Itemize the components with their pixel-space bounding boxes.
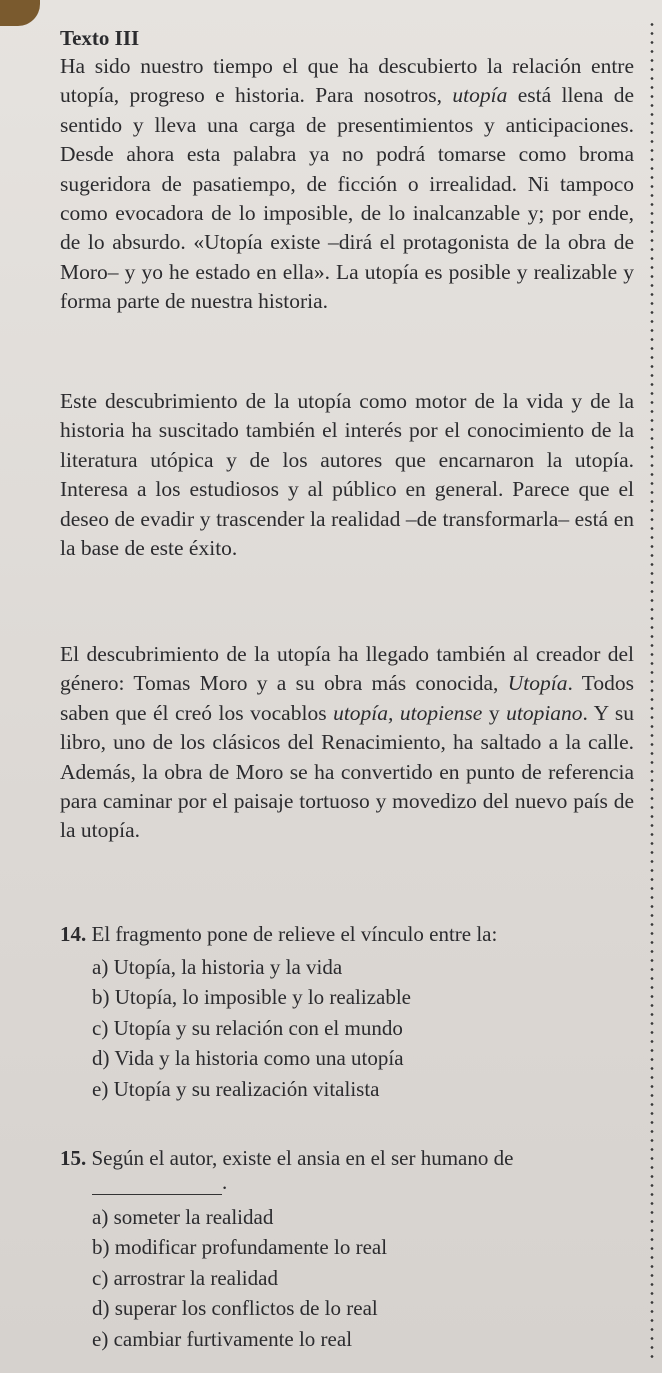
answer-blank bbox=[92, 1170, 227, 1195]
italic-term: Utopía bbox=[507, 671, 568, 696]
italic-term: utopiano bbox=[506, 700, 583, 725]
question-15 bbox=[60, 1144, 640, 1173]
option-b[interactable]: b) modificar profundamente lo real bbox=[92, 1235, 388, 1260]
paragraph-3: El descubrimiento de la utopía ha llegado también al creador del género: Tomas Moro y a su obra más conocida, Utopía. Todos saben que él creó los vocablos utopía, utopiense y utopiano. Y su libro, uno de los clásicos del Renacimiento, ha saltado a la calle. Además, la obra de Moro se ha convertido en punto de referencia para caminar por el paisaje tortuoso y movedizo del nuevo país de la utopía. bbox=[60, 642, 634, 843]
question-number: 15. bbox=[60, 1146, 87, 1170]
question-14-options bbox=[92, 952, 411, 1104]
paragraph-2: Este descubrimiento de la utopía como motor de la vida y de la historia ha suscitado también el interés por el conocimiento de la literatura utópica y de los autores que encarnaron la utopía. Interesa a los estudiosos y al público en general. Parece que el deseo de evadir y trascender la realidad –de transformarla– está en la base de este éxito. bbox=[60, 389, 634, 561]
question-stem: El fragmento pone de relieve el vínculo entre la: bbox=[91, 922, 498, 946]
option-a[interactable]: a) someter la realidad bbox=[92, 1205, 274, 1229]
page-corner-mark bbox=[0, 0, 40, 26]
binding-dots bbox=[650, 20, 654, 1363]
option-e[interactable]: e) Utopía y su realización vitalista bbox=[92, 1076, 380, 1101]
italic-term: utopía, utopiense bbox=[333, 700, 483, 725]
question-number: 14. bbox=[60, 922, 87, 946]
question-14 bbox=[60, 920, 640, 949]
option-a[interactable]: a) Utopía, la historia y la vida bbox=[92, 955, 343, 979]
option-b[interactable]: b) Utopía, lo imposible y lo realizable bbox=[92, 985, 411, 1010]
option-c[interactable]: c) arrostrar la realidad bbox=[92, 1265, 278, 1290]
question-stem: Según el autor, existe el ansia en el ser humano de bbox=[91, 1146, 514, 1170]
option-d[interactable]: d) superar los conflictos de lo real bbox=[92, 1296, 378, 1321]
text-title: Texto III bbox=[60, 26, 140, 50]
blank-period: . bbox=[222, 1170, 228, 1194]
blank-underline bbox=[92, 1174, 222, 1195]
option-c[interactable]: c) Utopía y su relación con el mundo bbox=[92, 1015, 403, 1040]
option-e[interactable]: e) cambiar furtivamente lo real bbox=[92, 1326, 353, 1351]
question-15-options bbox=[92, 1202, 387, 1354]
italic-term: utopía bbox=[452, 83, 508, 108]
option-d[interactable]: d) Vida y la historia como una utopía bbox=[92, 1046, 404, 1071]
paragraph-1: Ha sido nuestro tiempo el que ha descubierto la relación entre utopía, progreso e historia. Para nosotros, utopía está llena de sentido y lleva una carga de presentimientos y anticipaciones. Desde ahora esta palabra ya no podrá tomarse como broma sugeridora de pasatiempo, de ficción o irrealidad. Ni tampoco como evocadora de lo imposible, de lo inalcanzable y; por ende, de lo absurdo. «Utopía existe –dirá el protagonista de la obra de Moro– y yo he estado en ella». La utopía es posible y realizable y forma parte de nuestra historia. bbox=[60, 54, 634, 314]
